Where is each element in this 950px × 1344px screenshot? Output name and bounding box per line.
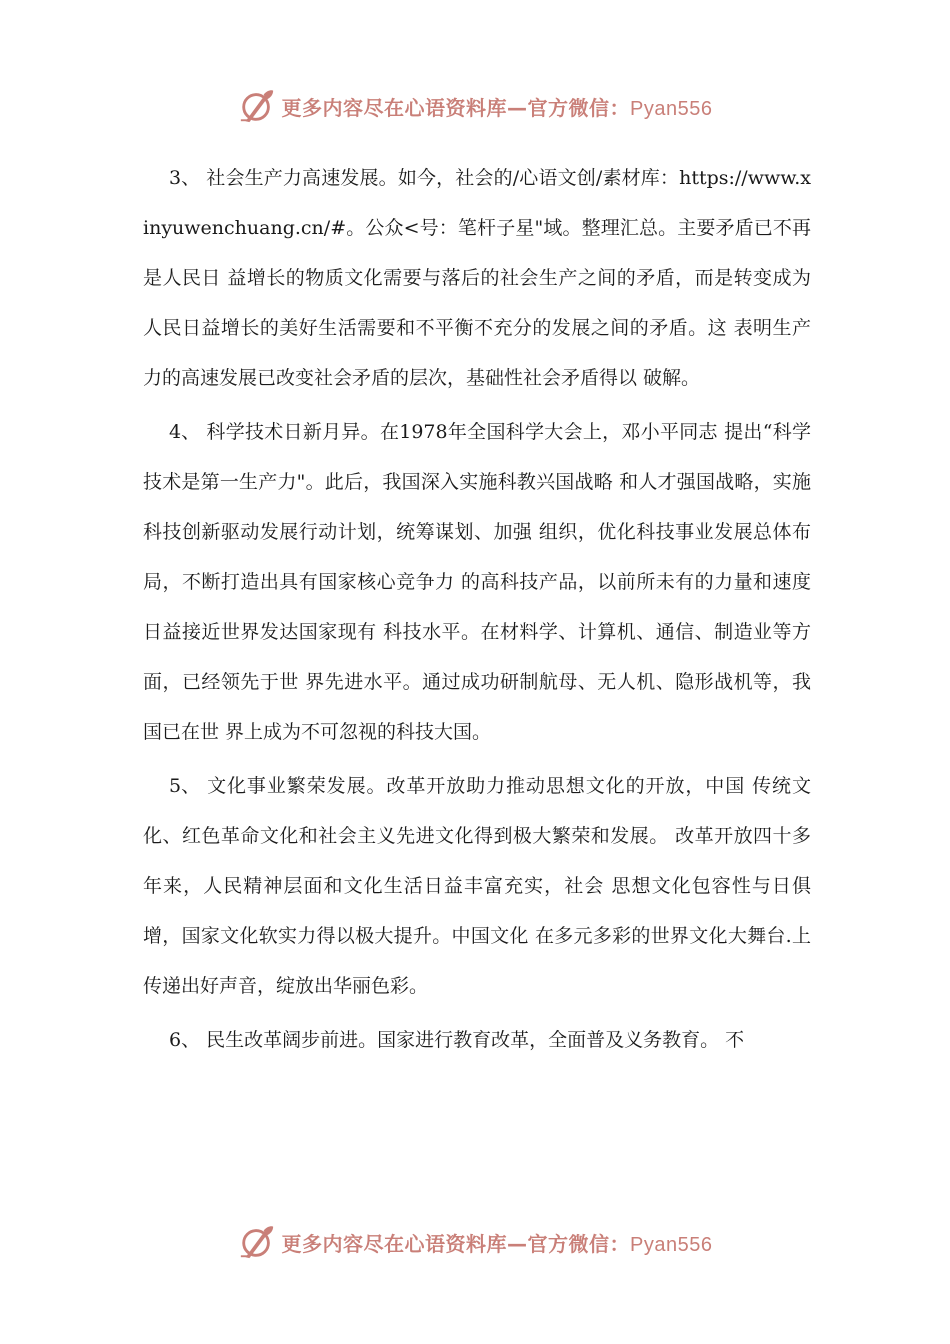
paragraph-5 <box>143 761 811 1011</box>
document-body <box>143 153 811 1069</box>
paragraph-text: 民生改革阔步前进。国家进行教育改革，全面普及义务教育。 不 <box>200 1029 745 1051</box>
quill-pen-circle-icon <box>238 87 276 125</box>
footer-banner <box>0 1220 950 1264</box>
quill-pen-circle-icon <box>238 1223 276 1261</box>
paragraph-4 <box>143 407 811 757</box>
paragraph-text: 社会生产力高速发展。如今，社会的/心语文创/素材库：https://www.xinyuwenchuang.cn/#。公众<号：笔杆子星"域。整理汇总。主要矛盾已不再是人民日 益增长的物质文化需要与落后的社会生产之间的矛盾，而是转变成为 人民日益增长的美好生活需要和不平衡不充分的发展之间的矛盾。这 表明生产力的高速发展已改变社会矛盾的层次，基础性社会矛盾得以 破解。 <box>143 167 811 389</box>
paragraph-number: 3、 <box>169 167 201 189</box>
banner-text: 更多内容尽在心语资料库—官方微信：Pyan556 <box>281 1231 713 1256</box>
paragraph-3 <box>143 153 811 403</box>
banner-text: 更多内容尽在心语资料库—官方微信：Pyan556 <box>281 95 713 120</box>
paragraph-6 <box>143 1015 811 1065</box>
paragraph-number: 5、 <box>169 775 201 797</box>
paragraph-number: 6、 <box>169 1029 201 1051</box>
header-banner <box>0 84 950 128</box>
paragraph-number: 4、 <box>169 421 201 443</box>
paragraph-text: 科学技术日新月异。在1978年全国科学大会上，邓小平同志 提出“科学技术是第一生产力"。此后，我国深入实施科教兴国战略 和人才强国战略，实施科技创新驱动发展行动计划，统筹谋划、加强 组织，优化科技事业发展总体布局，不断打造出具有国家核心竞争力 的高科技产品，以前所未有的力量和速度日益接近世界发达国家现有 科技水平。在材料学、计算机、通信、制造业等方面，已经领先于世 界先进水平。通过成功研制航母、无人机、隐形战机等，我国已在世 界上成为不可忽视的科技大国。 <box>143 421 811 743</box>
paragraph-text: 文化事业繁荣发展。改革开放助力推动思想文化的开放，中国 传统文化、红色革命文化和社会主义先进文化得到极大繁荣和发展。 改革开放四十多年来，人民精神层面和文化生活日益丰富充实，社会 思想文化包容性与日俱增，国家文化软实力得以极大提升。中国文化 在多元多彩的世界文化大舞台.上传递出好声音，绽放出华丽色彩。 <box>143 775 811 997</box>
